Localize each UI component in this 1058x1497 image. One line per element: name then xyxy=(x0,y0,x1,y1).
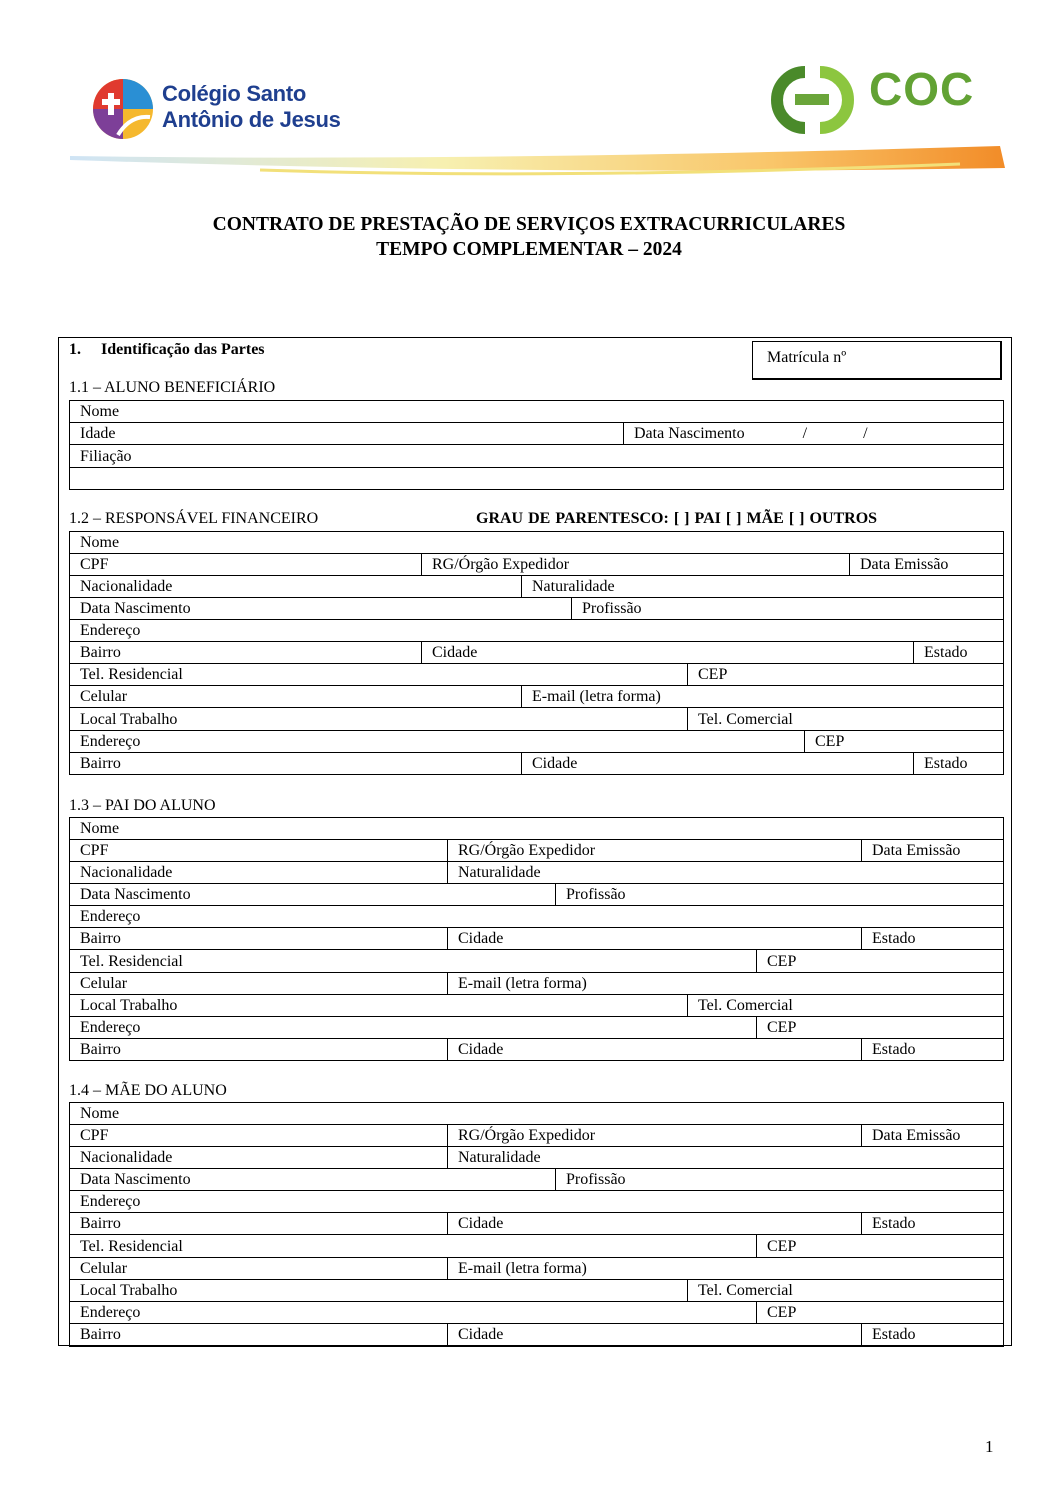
field-label: Filiação xyxy=(80,447,132,465)
pai-cidade2-field[interactable] xyxy=(448,1039,862,1061)
field-label: RG/Órgão Expedidor xyxy=(458,1127,596,1144)
pai-endereco-field[interactable] xyxy=(70,906,1004,928)
field-label: Data Emissão xyxy=(860,556,949,573)
aluno-idade-field[interactable] xyxy=(70,423,624,445)
mae-estado2-field[interactable] xyxy=(862,1324,1004,1347)
pai-bairro2-field[interactable] xyxy=(70,1039,448,1061)
mae-endereco-field[interactable] xyxy=(70,1191,1004,1213)
field-label: Profissão xyxy=(566,886,626,903)
field-label: Naturalidade xyxy=(458,864,541,881)
field-label: Naturalidade xyxy=(532,578,615,595)
field-label: Data Nascimento xyxy=(80,1171,191,1188)
header-swoosh xyxy=(60,140,1010,188)
field-label: Data Emissão xyxy=(872,842,961,859)
field-label: Celular xyxy=(80,975,128,992)
field-label: Idade xyxy=(80,425,116,442)
field-label: E-mail (letra forma) xyxy=(532,688,661,705)
aluno-filiacao-field[interactable] xyxy=(70,445,1004,468)
pai-bairro-field[interactable] xyxy=(70,928,448,950)
field-label: Local Trabalho xyxy=(80,710,178,728)
pai-data-emissao-field[interactable] xyxy=(862,840,1004,862)
coc-logo xyxy=(765,62,995,137)
document-title xyxy=(0,212,1058,262)
date-separator: / xyxy=(802,425,808,442)
pai-data-nasc-field[interactable] xyxy=(70,884,556,906)
mae-estado-field[interactable] xyxy=(862,1213,1004,1235)
field-label: CEP xyxy=(767,1237,797,1255)
responsavel-table xyxy=(69,531,1004,775)
field-label: Estado xyxy=(872,1326,916,1343)
field-label: Tel. Comercial xyxy=(698,1282,793,1299)
field-label: Cidade xyxy=(458,1215,504,1232)
resp-nome-field[interactable] xyxy=(70,532,1004,554)
mae-table xyxy=(69,1102,1004,1347)
title-line1: CONTRATO DE PRESTAÇÃO DE SERVIÇOS EXTRACURRICULARES xyxy=(212,214,846,235)
resp-nacionalidade-field[interactable] xyxy=(70,576,522,598)
field-label: Local Trabalho xyxy=(80,997,178,1014)
field-label: CEP xyxy=(815,733,845,750)
resp-tel-res-field[interactable] xyxy=(70,664,688,686)
field-label: Tel. Comercial xyxy=(698,710,793,728)
field-label: Celular xyxy=(80,1260,128,1277)
field-label: Data Nascimento xyxy=(80,886,191,903)
field-label: CPF xyxy=(80,556,109,573)
field-label: Data Nascimento xyxy=(80,600,191,617)
field-label: Estado xyxy=(872,930,916,947)
field-label: Cidade xyxy=(458,930,504,947)
school-name-line1: Colégio Santo xyxy=(162,81,306,106)
field-label: Local Trabalho xyxy=(80,1282,178,1299)
field-label: Tel. Comercial xyxy=(698,997,793,1014)
field-label: Profissão xyxy=(582,600,642,617)
field-label: Profissão xyxy=(566,1171,626,1188)
field-label: Cidade xyxy=(458,1326,504,1343)
aluno-table xyxy=(69,400,1004,490)
pai-celular-field[interactable] xyxy=(70,973,448,995)
field-label: Cidade xyxy=(532,755,578,772)
mae-bairro2-field[interactable] xyxy=(70,1324,448,1347)
field-label: Bairro xyxy=(80,1215,121,1232)
field-label: Estado xyxy=(872,1215,916,1232)
mae-naturalidade-field[interactable] xyxy=(448,1147,1004,1169)
field-label: Tel. Residencial xyxy=(80,666,183,683)
field-label: CEP xyxy=(767,1019,797,1036)
section-number: 1. xyxy=(69,341,81,358)
mae-cidade-field[interactable] xyxy=(448,1213,862,1235)
pai-tel-res-field[interactable] xyxy=(70,950,757,973)
resp-rg-field[interactable] xyxy=(422,554,850,576)
field-label: E-mail (letra forma) xyxy=(458,1260,587,1277)
field-label: Nome xyxy=(80,1105,120,1122)
pai-profissao-field[interactable] xyxy=(556,884,1004,906)
grau-parentesco[interactable]: GRAU DE PARENTESCO: [ ] PAI [ ] MÃE [ ] OUTROS xyxy=(476,510,878,527)
title-line2: TEMPO COMPLEMENTAR – 2024 xyxy=(376,239,682,260)
mae-bairro-field[interactable] xyxy=(70,1213,448,1235)
mae-subtitle: 1.4 – MÃE DO ALUNO xyxy=(69,1082,227,1099)
mae-profissao-field[interactable] xyxy=(556,1169,1004,1191)
resp-tel-com-field[interactable] xyxy=(688,708,1004,731)
resp-email-field[interactable] xyxy=(522,686,1004,708)
field-label: RG/Órgão Expedidor xyxy=(432,556,570,573)
field-label: Tel. Residencial xyxy=(80,1237,183,1255)
pai-naturalidade-field[interactable] xyxy=(448,862,1004,884)
resp-naturalidade-field[interactable] xyxy=(522,576,1004,598)
resp-cep-field[interactable] xyxy=(688,664,1004,686)
mae-cep-field[interactable] xyxy=(757,1235,1004,1258)
aluno-data-nasc-field[interactable] xyxy=(624,423,1004,445)
field-label: CPF xyxy=(80,842,109,859)
field-label: CEP xyxy=(767,1304,797,1321)
mae-nome-field[interactable] xyxy=(70,1103,1004,1125)
mae-celular-field[interactable] xyxy=(70,1258,448,1280)
field-label: CPF xyxy=(80,1127,109,1144)
field-label: Estado xyxy=(872,1041,916,1058)
field-label: Nacionalidade xyxy=(80,578,173,595)
mae-data-emissao-field[interactable] xyxy=(862,1125,1004,1147)
aluno-subtitle: 1.1 – ALUNO BENEFICIÁRIO xyxy=(69,379,276,396)
field-label: Estado xyxy=(924,644,968,661)
field-label: Endereço xyxy=(80,1019,141,1036)
field-label: Bairro xyxy=(80,930,121,947)
field-label: CEP xyxy=(698,666,728,683)
pai-cpf-field[interactable] xyxy=(70,840,448,862)
field-label: Data Nascimento xyxy=(634,425,745,442)
field-label: Naturalidade xyxy=(458,1149,541,1166)
resp-cidade-field[interactable] xyxy=(422,642,914,664)
field-label: Bairro xyxy=(80,755,121,772)
mae-data-nasc-field[interactable] xyxy=(70,1169,556,1191)
page-number: 1 xyxy=(985,1437,994,1456)
pai-subtitle: 1.3 – PAI DO ALUNO xyxy=(69,797,216,814)
pai-estado2-field[interactable] xyxy=(862,1039,1004,1061)
mae-local-trab-field[interactable] xyxy=(70,1280,688,1302)
resp-estado-field[interactable] xyxy=(914,642,1004,664)
resp-local-trab-field[interactable] xyxy=(70,708,688,731)
field-label: Data Emissão xyxy=(872,1127,961,1144)
school-logo xyxy=(90,75,390,145)
field-label: Cidade xyxy=(432,644,478,661)
resp-endereco2-field[interactable] xyxy=(70,731,805,753)
field-label: E-mail (letra forma) xyxy=(458,975,587,992)
aluno-filiacao-field-2[interactable] xyxy=(70,468,1004,490)
field-label: Nacionalidade xyxy=(80,864,173,881)
field-label: Celular xyxy=(80,688,128,705)
resp-celular-field[interactable] xyxy=(70,686,522,708)
mae-cep2-field[interactable] xyxy=(757,1302,1004,1324)
field-label: Endereço xyxy=(80,1304,141,1321)
responsavel-subtitle: 1.2 – RESPONSÁVEL FINANCEIRO xyxy=(69,510,319,527)
section-heading xyxy=(69,341,265,359)
resp-data-emissao-field[interactable] xyxy=(850,554,1004,576)
field-label: CEP xyxy=(767,952,797,970)
matricula-label: Matrícula nº xyxy=(767,349,847,366)
resp-profissao-field[interactable] xyxy=(572,598,1004,620)
resp-cpf-field[interactable] xyxy=(70,554,422,576)
resp-bairro-field[interactable] xyxy=(70,642,422,664)
school-name-line2: Antônio de Jesus xyxy=(162,107,341,132)
aluno-nome-field[interactable] xyxy=(70,401,1004,423)
mae-tel-res-field[interactable] xyxy=(70,1235,757,1258)
resp-data-nasc-field[interactable] xyxy=(70,598,572,620)
field-label: Nome xyxy=(80,820,120,837)
field-label: Endereço xyxy=(80,1193,141,1210)
school-emblem-icon xyxy=(90,75,160,145)
field-label: Bairro xyxy=(80,1041,121,1058)
mae-email-field[interactable] xyxy=(448,1258,1004,1280)
field-label: Nacionalidade xyxy=(80,1149,173,1166)
date-separator: / xyxy=(863,425,868,442)
pai-nacionalidade-field[interactable] xyxy=(70,862,448,884)
field-label: Nome xyxy=(80,403,120,420)
resp-cep2-field[interactable] xyxy=(805,731,1004,753)
resp-cidade2-field[interactable] xyxy=(522,753,914,775)
field-label: Cidade xyxy=(458,1041,504,1058)
mae-rg-field[interactable] xyxy=(448,1125,862,1147)
mae-nacionalidade-field[interactable] xyxy=(70,1147,448,1169)
mae-cpf-field[interactable] xyxy=(70,1125,448,1147)
field-label: Bairro xyxy=(80,644,121,661)
pai-local-trab-field[interactable] xyxy=(70,995,688,1017)
pai-cep2-field[interactable] xyxy=(757,1017,1004,1039)
resp-estado2-field[interactable] xyxy=(914,753,1004,775)
field-label: Bairro xyxy=(80,1326,121,1343)
coc-wordmark: COC xyxy=(869,63,975,115)
coc-emblem-icon xyxy=(765,62,865,137)
field-label: Endereço xyxy=(80,622,141,639)
resp-endereco-field[interactable] xyxy=(70,620,1004,642)
pai-cep-field[interactable] xyxy=(757,950,1004,973)
pai-estado-field[interactable] xyxy=(862,928,1004,950)
pai-email-field[interactable] xyxy=(448,973,1004,995)
pai-rg-field[interactable] xyxy=(448,840,862,862)
section-title: Identificação das Partes xyxy=(101,341,265,358)
field-label: Endereço xyxy=(80,908,141,925)
matricula-field[interactable] xyxy=(752,341,1002,380)
field-label: Endereço xyxy=(80,733,141,750)
mae-cidade2-field[interactable] xyxy=(448,1324,862,1347)
pai-table xyxy=(69,817,1004,1061)
resp-bairro2-field[interactable] xyxy=(70,753,522,775)
pai-tel-com-field[interactable] xyxy=(688,995,1004,1017)
pai-cidade-field[interactable] xyxy=(448,928,862,950)
pai-endereco2-field[interactable] xyxy=(70,1017,757,1039)
mae-tel-com-field[interactable] xyxy=(688,1280,1004,1302)
field-label: Tel. Residencial xyxy=(80,952,183,970)
pai-nome-field[interactable] xyxy=(70,818,1004,840)
field-label: Estado xyxy=(924,755,968,772)
field-label: Nome xyxy=(80,534,120,551)
mae-endereco2-field[interactable] xyxy=(70,1302,757,1324)
field-label: RG/Órgão Expedidor xyxy=(458,842,596,859)
